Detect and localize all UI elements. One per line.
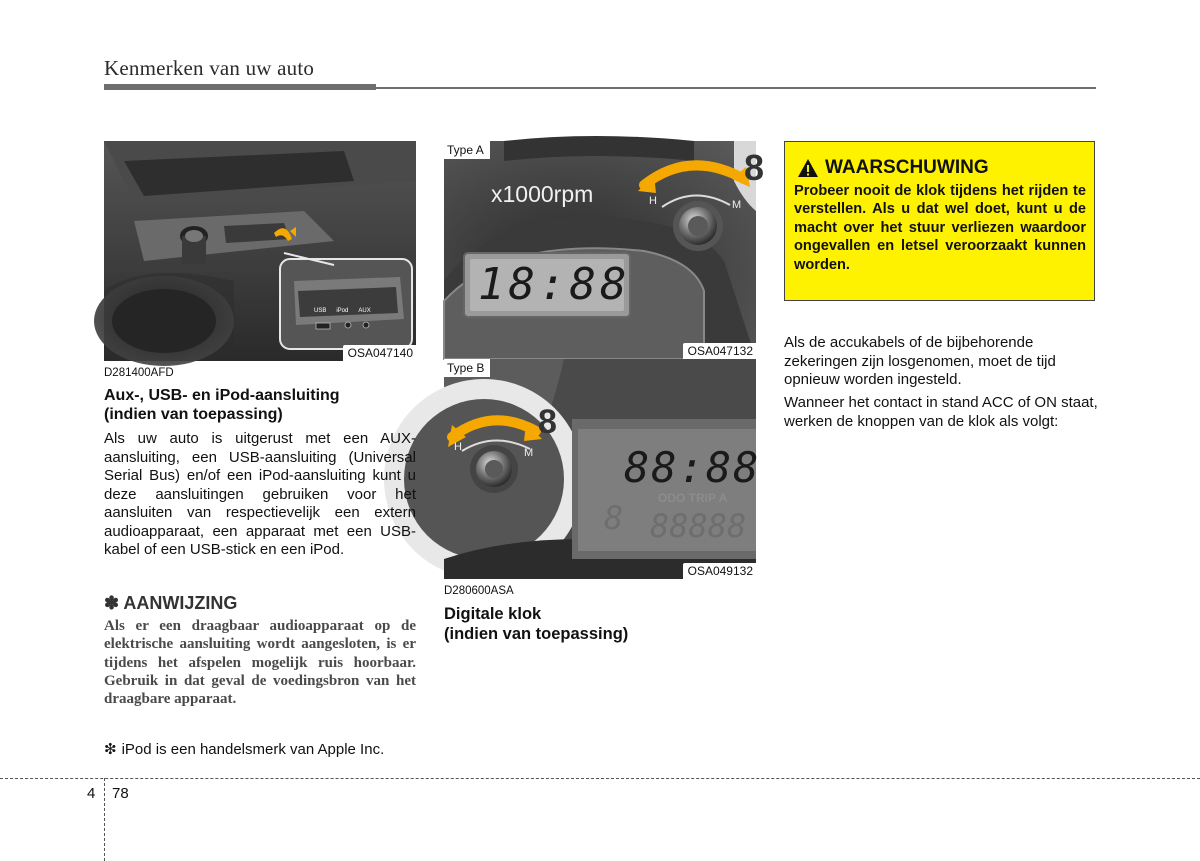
trademark-footnote	[104, 741, 416, 760]
footnote-symbol: ❇	[104, 741, 117, 758]
knob-h-label: H	[649, 195, 657, 207]
warning-triangle-icon	[797, 158, 819, 178]
section-heading	[444, 604, 756, 644]
header-rule-thick	[104, 84, 376, 90]
knob-m-label: M	[732, 199, 742, 211]
lcd-clock-display: 88:88	[624, 443, 761, 492]
body-paragraph: Als uw auto is uitgerust met een AUX-aansluiting, een USB-aansluiting (Universal Serial Bus) en/of een iPod-aansluiting kunt u deze aansluitingen gebruiken voor het aansluiten van respectievelijk een extern audioapparaat, een apparaat met een USB-kabel of een USB-stick en een iPod.	[104, 430, 416, 558]
lcd-clock-display: 18:88	[478, 259, 631, 310]
section-heading	[104, 386, 416, 424]
figure-console-sockets	[104, 141, 416, 361]
figure-clock-type-a	[444, 141, 765, 359]
body-paragraph: Wanneer het contact in stand ACC of ON staat, werken de knoppen van de klok als volgt:	[784, 394, 1098, 430]
warning-title-text: WAARSCHUWING	[825, 157, 989, 178]
figure-code: OSA047132	[683, 343, 756, 359]
heading-line-1: Digitale klok	[444, 605, 542, 623]
figure-type-label: Type A	[444, 141, 490, 159]
warning-body: Probeer nooit de klok tijdens het rijden te verstellen. Als u dat wel doet, kunt u de macht over het stuur verliezen waardoor ongevallen en letsel veroorzaakt kunnen worden.	[794, 183, 1086, 273]
lcd-small-digit: 8	[604, 499, 624, 537]
running-header: Kenmerken van uw auto	[104, 56, 315, 80]
lcd-odo-digits: 88888	[650, 507, 747, 545]
usb-label: USB	[314, 308, 327, 314]
warning-title	[797, 157, 989, 179]
lcd-odo-label: ODO TRIP A	[658, 491, 728, 505]
page-number: 78	[112, 785, 129, 802]
heading-line-1: Aux-, USB- en iPod-aansluiting	[104, 387, 340, 404]
gauge-digit: 8	[538, 403, 557, 441]
figure-code: OSA049132	[683, 563, 756, 579]
note-body: Als er een draagbaar audioapparaat op de elektrische aansluiting wordt aangesloten, is er tijdens het afspelen mogelijk ruis hoorbaar. Gebruik in dat geval de voedingsbron van het draagbare apparaat.	[104, 618, 416, 708]
figure-code: OSA047140	[343, 345, 416, 361]
section-number: 4	[87, 785, 96, 802]
footnote-text: iPod is een handelsmerk van Apple Inc.	[121, 741, 385, 758]
heading-line-2: (indien van toepassing)	[444, 625, 629, 643]
figure-clock-type-b	[444, 359, 761, 579]
aux-label: AUX	[358, 308, 371, 314]
rpm-label: x1000rpm	[491, 181, 594, 207]
knob-h-label: H	[454, 441, 462, 453]
figure-type-label: Type B	[444, 359, 490, 377]
knob-m-label: M	[524, 447, 534, 459]
header-rule	[376, 87, 1096, 89]
heading-line-2: (indien van toepassing)	[104, 406, 283, 423]
warning-box	[784, 141, 1095, 301]
footer-rule	[0, 778, 1200, 779]
footer-divider	[104, 778, 105, 861]
note-title: ✽ AANWIJZING	[104, 593, 238, 613]
body-paragraph: Als de accukabels of de bijbehorende zekeringen zijn losgenomen, moet de tijd opnieuw worden ingesteld.	[784, 334, 1056, 388]
inset-port-labels	[314, 308, 371, 314]
cluster-a-illustration	[444, 141, 756, 359]
section-ref-code: D280600ASA	[444, 585, 514, 597]
section-ref-code: D281400AFD	[104, 367, 174, 379]
console-illustration	[104, 141, 416, 361]
gauge-digit: 8	[744, 147, 765, 188]
ipod-label: iPod	[336, 308, 349, 314]
